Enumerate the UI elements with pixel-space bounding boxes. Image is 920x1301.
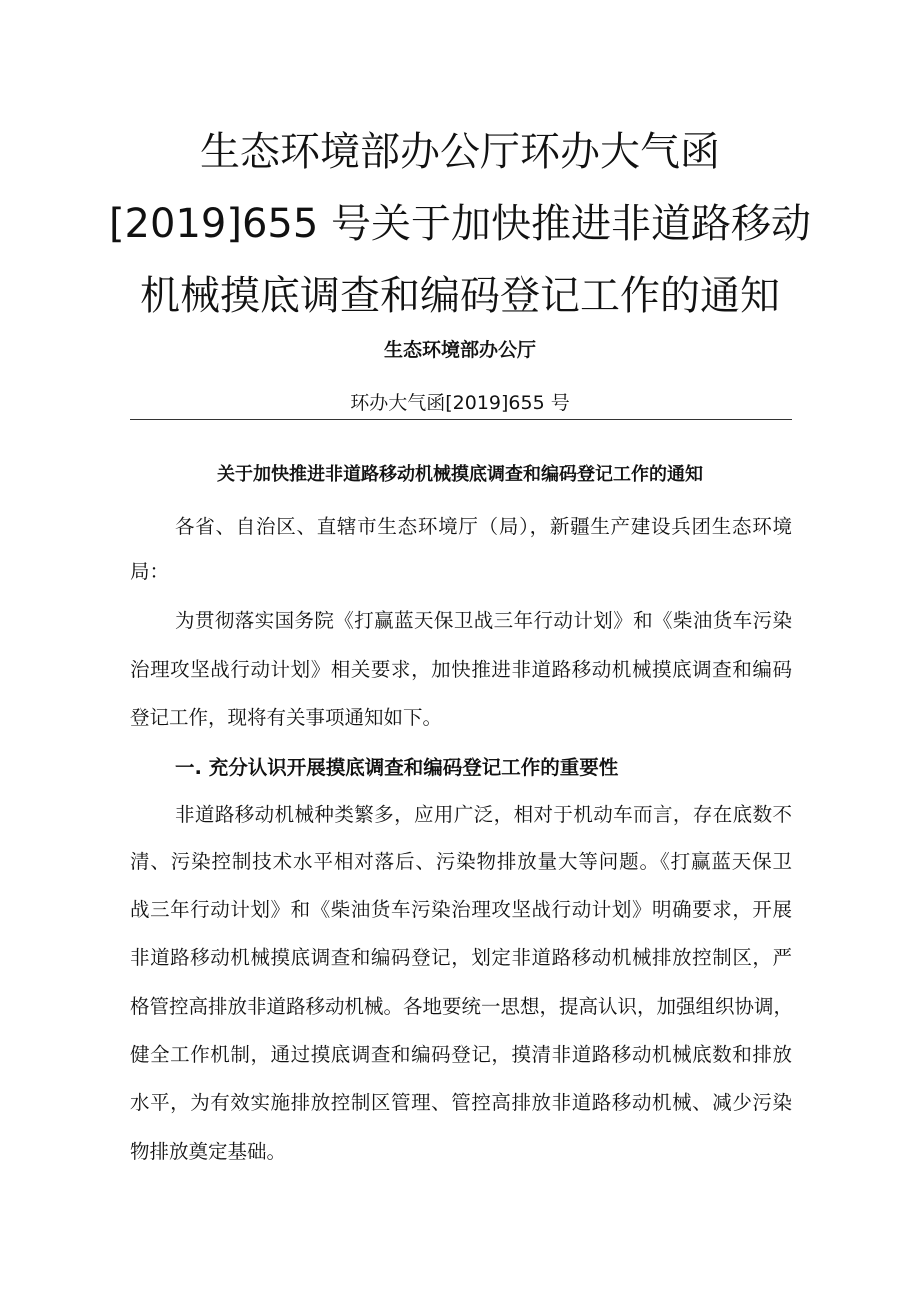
addressee-line-2: 局： xyxy=(130,560,170,583)
section-1-line: 格管控高排放非道路移动机械。各地要统一思想，提高认识，加强组织协调， xyxy=(130,995,794,1018)
title-line-1: 生态环境部办公厅环办大气函 xyxy=(200,129,720,175)
issuer: 生态环境部办公厅 xyxy=(383,339,536,361)
section-1-line: 非道路移动机械摸底调查和编码登记，划定非道路移动机械排放控制区，严 xyxy=(130,946,792,969)
intro-line-2: 治理攻坚战行动计划》相关要求，加快推进非道路移动机械摸底调查和编码 xyxy=(130,658,792,681)
section-1-line: 健全工作机制，通过摸底调查和编码登记，摸清非道路移动机械底数和排放 xyxy=(130,1043,792,1066)
intro-line-1: 为贯彻落实国务院《打赢蓝天保卫战三年行动计划》和《柴油货车污染 xyxy=(175,609,792,632)
title-line-2: [2019]655 号关于加快推进非道路移动 xyxy=(108,201,812,247)
document-number: 环办大气函[2019]655 号 xyxy=(350,392,570,414)
divider-rule xyxy=(130,419,792,420)
section-1-line: 水平，为有效实施排放控制区管理、管控高排放非道路移动机械、减少污染 xyxy=(130,1091,792,1114)
section-1-line: 清、污染控制技术水平相对落后、污染物排放量大等问题。《打赢蓝天保卫 xyxy=(130,850,792,873)
title-line-3: 机械摸底调查和编码登记工作的通知 xyxy=(140,273,780,319)
section-1-line: 物排放奠定基础。 xyxy=(130,1140,287,1163)
addressee-line-1: 各省、自治区、直辖市生态环境厅（局），新疆生产建设兵团生态环境 xyxy=(175,515,792,538)
intro-line-3: 登记工作，现将有关事项通知如下。 xyxy=(130,706,443,729)
notice-subtitle: 关于加快推进非道路移动机械摸底调查和编码登记工作的通知 xyxy=(217,464,703,485)
section-1-line: 战三年行动计划》和《柴油货车污染治理攻坚战行动计划》明确要求，开展 xyxy=(130,898,792,921)
section-1-heading: 一. 充分认识开展摸底调查和编码登记工作的重要性 xyxy=(175,756,619,779)
section-1-line: 非道路移动机械种类繁多，应用广泛，相对于机动车而言，存在底数不 xyxy=(175,803,792,826)
